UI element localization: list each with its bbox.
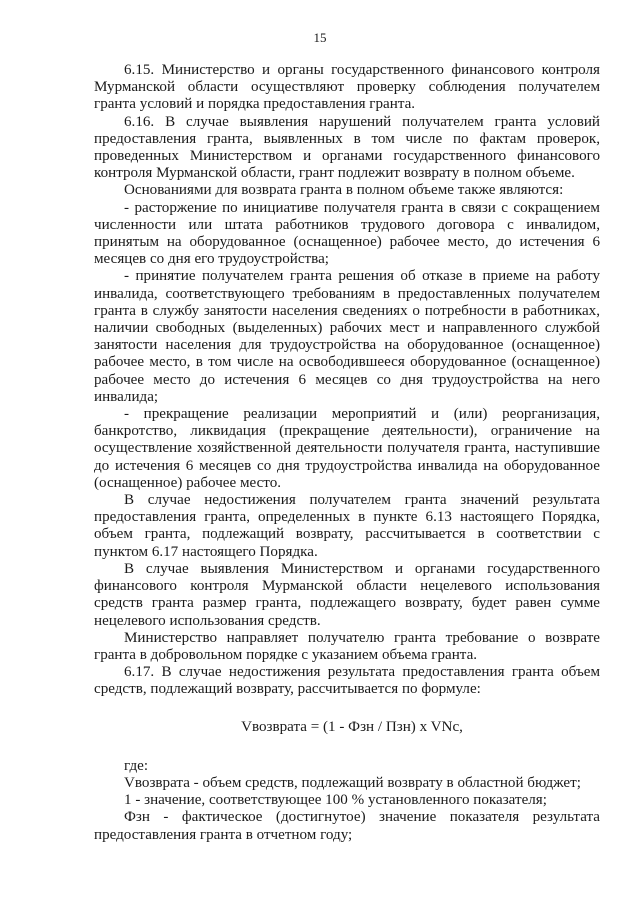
formula: Vвозврата = (1 - Фзн / Пзн) x VNс,: [241, 718, 463, 735]
definition-fzn: Фзн - фактическое (достигнутое) значение показателя результата предоставления гранта в отчетном году;: [94, 809, 600, 843]
paragraph-6-15: 6.15. Министерство и органы государственного финансового контроля Мурманской области осуществляют проверку соблюдения получателем гранта условий и порядка предоставления гранта.: [94, 62, 600, 113]
paragraph-non-achievement: В случае недостижения получателем гранта значений результата предоставления гранта, определенных в пункте 6.13 настоящего Порядка, объем гранта, подлежащий возврату, рассчитывается в соответствии с пунктом 6.17 настоящего Порядка.: [94, 492, 600, 560]
paragraph-6-16: 6.16. В случае выявления нарушений получателем гранта условий предоставления гранта, выявленных в том числе по фактам проверок, проведенных Министерством и органами государственного финансового контроля Мурманской области, грант подлежит возврату в полном объеме.: [94, 113, 600, 182]
list-item-termination: - расторжение по инициативе получателя гранта в связи с сокращением численности или штата работников трудового договора с инвалидом, принятым на оборудованное (оснащенное) рабочее место, до истечения 6 месяцев со дня его трудоустройства;: [94, 199, 600, 268]
list-item-cessation: - прекращение реализации мероприятий и (или) реорганизация, банкротство, ликвидация (прекращение деятельности), ограничение на осуществление хозяйственной деятельности получателя гранта, наступившие до истечения 6 месяцев со дня трудоустройства инвалида на оборудованное (оснащенное) рабочее место.: [94, 406, 600, 491]
paragraph-misuse: В случае выявления Министерством и органами государственного финансового контроля Мурманской области нецелевого использования средств гранта размер гранта, подлежащего возврату, будет равен сумме нецелевого использования средств.: [94, 560, 600, 629]
definition-v-return: Vвозврата - объем средств, подлежащий возврату в областной бюджет;: [124, 774, 581, 791]
paragraph-grounds-intro: Основаниями для возврата гранта в полном объеме также являются:: [124, 182, 564, 199]
paragraph-6-17: 6.17. В случае недостижения результата предоставления гранта объем средств, подлежащий возврату, рассчитывается по формуле:: [94, 664, 600, 698]
page-number: 15: [313, 30, 327, 45]
paragraph-ministry-demand: Министерство направляет получателю гранта требование о возврате гранта в добровольном порядке с указанием объема гранта.: [94, 629, 600, 663]
definition-one: 1 - значение, соответствующее 100 % установленного показателя;: [124, 792, 547, 809]
paragraph-where: где:: [124, 757, 149, 774]
list-item-refusal: - принятие получателем гранта решения об отказе в приеме на работу инвалида, соответствующего требованиям в предоставленных получателем гранта в службу занятости населения сведениях о потребности в работниках, наличии свободных (выделенных) рабочих мест и направленного службой занятости населения для трудоустройства на оборудованное (оснащенное) рабочее место, в том числе на освободившееся оборудованное (оснащенное) рабочее место до истечения 6 месяцев со дня трудоустройства на него инвалида;: [94, 268, 600, 405]
document-body: [94, 62, 600, 844]
